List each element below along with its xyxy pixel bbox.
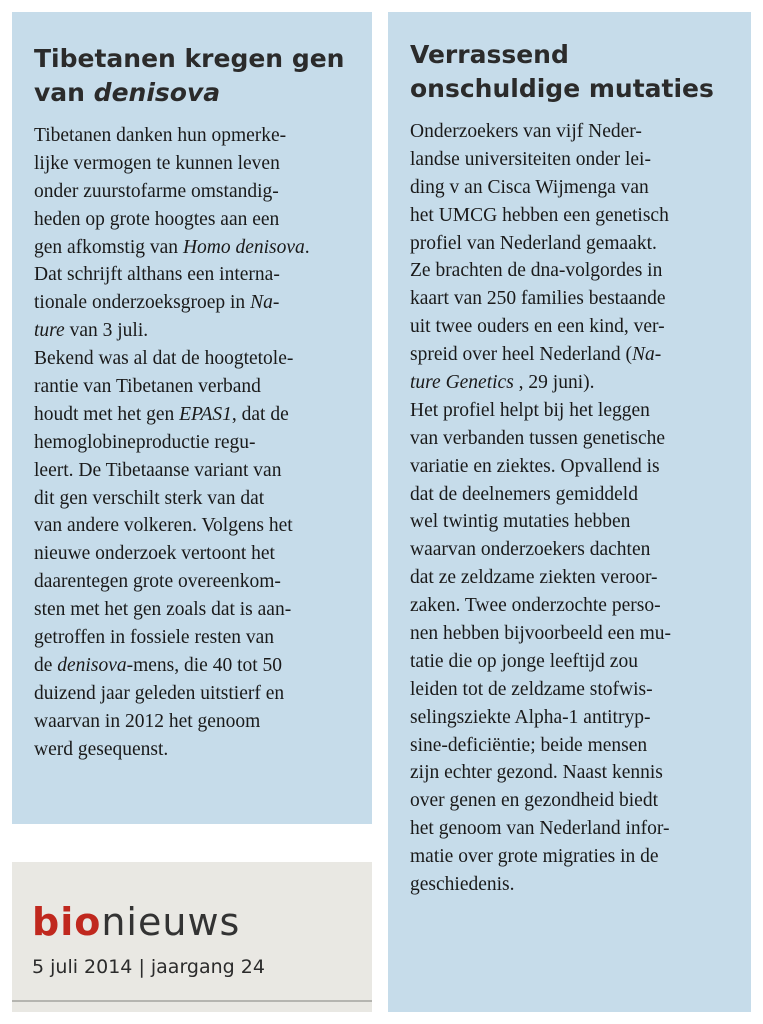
text-run: Onderzoekers van vijf Neder-: [410, 121, 642, 142]
text-run: van andere volkeren. Volgens het: [34, 515, 293, 537]
text-run: waarvan onderzoekers dachten: [410, 539, 651, 561]
text-run: -mens, die 40 tot 50: [126, 654, 283, 676]
body-line: [34, 150, 360, 178]
body-line: [34, 708, 360, 736]
body-line: [410, 564, 741, 592]
left-title-line1: Tibetanen kregen gen: [34, 44, 345, 73]
text-run: ture Genetics: [410, 372, 514, 394]
text-run: Tibetanen danken hun opmerke-: [34, 125, 287, 146]
brand-logo: [32, 900, 372, 944]
text-run: rantie van Tibetanen verband: [34, 376, 261, 398]
body-line: [410, 592, 741, 620]
text-run: sine-deficiëntie; beide mensen: [410, 734, 648, 756]
body-line: [410, 202, 741, 230]
text-run: getroffen in fossiele resten van: [34, 627, 275, 649]
text-run: van verbanden tussen genetische: [410, 427, 666, 449]
body-line: [410, 369, 741, 397]
body-line: [410, 118, 741, 146]
text-run: wel twintig mutaties hebben: [410, 511, 631, 533]
left-article: [12, 12, 372, 824]
body-line: [34, 457, 360, 485]
left-article-body: [34, 122, 360, 763]
text-run: duizend jaar geleden uitstierf en: [34, 682, 285, 704]
body-line: [410, 313, 741, 341]
text-run: landse universiteiten onder lei-: [410, 148, 651, 170]
body-line: [34, 373, 360, 401]
body-line: [410, 174, 741, 202]
body-line: [410, 453, 741, 481]
left-title-line2-italic: denisova: [93, 78, 221, 107]
text-run: geschiedenis.: [410, 874, 515, 896]
body-line: [34, 401, 360, 429]
text-run: Na-: [250, 292, 280, 314]
text-run: het UMCG hebben een genetisch: [410, 204, 669, 226]
left-title-line2-prefix: van: [34, 78, 94, 107]
text-run: Homo denisova: [182, 236, 305, 258]
body-line: [410, 843, 741, 871]
body-line: [34, 345, 360, 373]
text-run: variatie en ziektes. Opvallend is: [410, 455, 660, 477]
text-run: over genen en gezondheid biedt: [410, 790, 658, 812]
body-line: [410, 871, 741, 899]
body-line: [34, 429, 360, 457]
text-run: denisova: [57, 654, 127, 676]
text-run: dat de deelnemers gemiddeld: [410, 483, 638, 505]
body-line: [410, 481, 741, 509]
right-article-body: [410, 118, 741, 899]
text-run: zaken. Twee onderzochte perso-: [410, 595, 661, 617]
text-run: houdt met het gen: [34, 403, 180, 425]
text-run: waarvan in 2012 het genoom: [34, 710, 261, 732]
text-run: het genoom van Nederland infor-: [410, 818, 670, 840]
right-title-line1: Verrassend: [410, 40, 569, 69]
text-run: nen hebben bijvoorbeeld een mu-: [410, 623, 671, 645]
body-line: [34, 261, 360, 289]
body-line: [410, 425, 741, 453]
text-run: kaart van 250 families bestaande: [410, 288, 666, 310]
text-run: sten met het gen zoals dat is aan-: [34, 599, 292, 621]
body-line: [34, 736, 360, 764]
right-article: [388, 12, 751, 1012]
body-line: [410, 397, 741, 425]
body-line: [34, 317, 360, 345]
body-line: [410, 146, 741, 174]
left-article-title: [34, 42, 360, 110]
body-line: [410, 230, 741, 258]
body-line: [34, 652, 360, 680]
text-run: dit gen verschilt sterk van dat: [34, 487, 265, 509]
publication-footer: [12, 862, 372, 1012]
text-run: tionale onderzoeksgroep in: [34, 292, 251, 314]
text-run: gen afkomstig van: [34, 236, 183, 258]
text-run: daarentegen grote overeenkom-: [34, 571, 281, 593]
body-line: [410, 759, 741, 787]
body-line: [410, 815, 741, 843]
body-line: [410, 341, 741, 369]
body-line: [34, 540, 360, 568]
body-line: [34, 206, 360, 234]
text-run: Het profiel helpt bij het leggen: [410, 399, 650, 421]
body-line: [34, 122, 360, 150]
body-line: [34, 512, 360, 540]
body-line: [410, 676, 741, 704]
right-title-line2: onschuldige mutaties: [410, 74, 714, 103]
body-line: [410, 508, 741, 536]
footer-divider: [12, 1000, 372, 1002]
brand-nieuws: nieuws: [101, 900, 241, 944]
text-run: , 29 juni).: [513, 372, 595, 394]
text-run: Na-: [631, 344, 662, 366]
body-line: [410, 285, 741, 313]
body-line: [410, 648, 741, 676]
text-run: Bekend was al dat de hoogtetole-: [34, 348, 294, 370]
text-run: nieuwe onderzoek vertoont het: [34, 543, 275, 565]
body-line: [410, 732, 741, 760]
body-line: [410, 257, 741, 285]
text-run: EPAS1: [179, 403, 232, 425]
text-run: de: [34, 654, 58, 676]
text-run: matie over grote migraties in de: [410, 846, 659, 868]
text-run: lijke vermogen te kunnen leven: [34, 152, 280, 174]
text-run: ture: [34, 320, 65, 342]
body-line: [410, 787, 741, 815]
body-line: [34, 624, 360, 652]
body-line: [410, 704, 741, 732]
text-run: werd gesequenst.: [34, 738, 169, 760]
text-run: spreid over heel Nederland (: [410, 344, 632, 366]
body-line: [34, 485, 360, 513]
brand-bio: bio: [32, 900, 102, 944]
text-run: .: [304, 236, 310, 258]
body-line: [34, 596, 360, 624]
text-run: profiel van Nederland gemaakt.: [410, 232, 657, 254]
text-run: selingsziekte Alpha-1 antitryp-: [410, 706, 651, 728]
text-run: Dat schrijft althans een interna-: [34, 264, 280, 286]
text-run: zijn echter gezond. Naast kennis: [410, 762, 663, 784]
issue-date: 5 juli 2014 | jaargang 24: [32, 956, 265, 978]
text-run: leert. De Tibetaanse variant van: [34, 459, 282, 481]
text-run: tatie die op jonge leeftijd zou: [410, 650, 638, 672]
text-run: onder zuurstofarme omstandig-: [34, 180, 279, 202]
body-line: [34, 178, 360, 206]
body-line: [34, 680, 360, 708]
body-line: [34, 234, 360, 262]
text-run: ding v an Cisca Wijmenga van: [410, 176, 649, 198]
text-run: Ze brachten de dna-volgordes in: [410, 260, 663, 282]
text-run: , dat de: [231, 403, 289, 425]
body-line: [34, 568, 360, 596]
body-line: [410, 536, 741, 564]
body-line: [410, 620, 741, 648]
right-article-title: [410, 38, 741, 106]
text-run: uit twee ouders en een kind, ver-: [410, 316, 665, 338]
text-run: leiden tot de zeldzame stofwis-: [410, 678, 653, 700]
body-line: [34, 289, 360, 317]
text-run: hemoglobineproductie regu-: [34, 431, 256, 453]
text-run: dat ze zeldzame ziekten veroor-: [410, 567, 658, 589]
text-run: heden op grote hoogtes aan een: [34, 208, 280, 230]
text-run: van 3 juli.: [64, 320, 149, 342]
